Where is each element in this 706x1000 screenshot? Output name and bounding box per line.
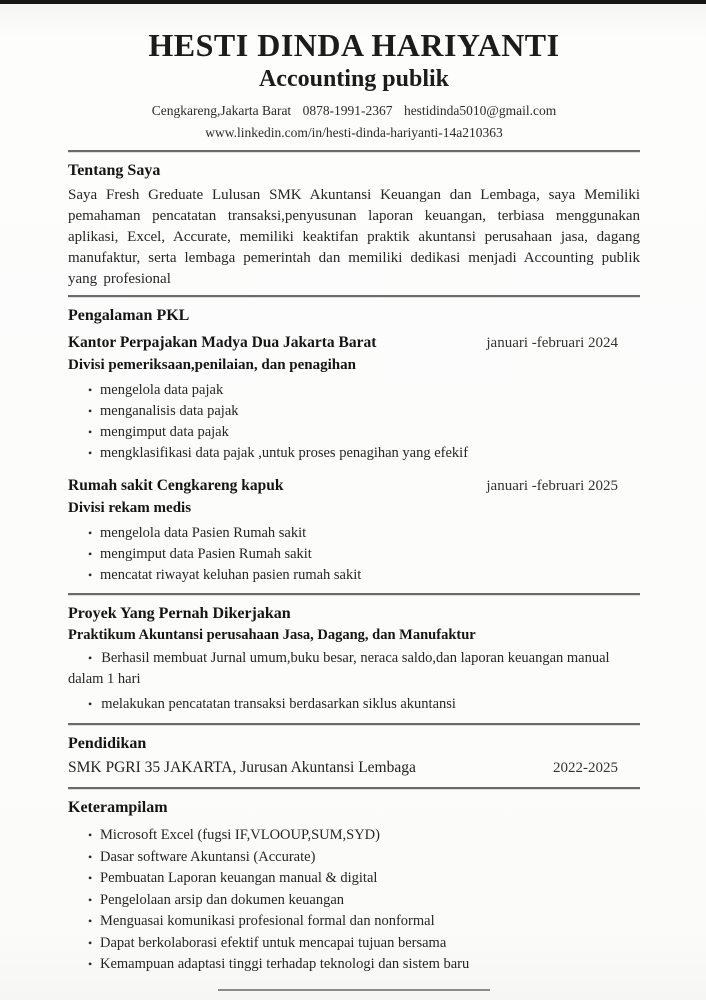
list-item xyxy=(68,422,640,443)
section-divider xyxy=(68,593,640,595)
bullet-dot: • xyxy=(88,957,93,971)
experience-entry xyxy=(68,334,640,464)
bullet-dot: • xyxy=(88,383,93,397)
linkedin-url: www.linkedin.com/in/hesti-dinda-hariyanti-14a210363 xyxy=(205,125,503,140)
list-item xyxy=(68,565,640,586)
bullet-text: mengelola data pajak xyxy=(100,382,224,398)
experience-entry xyxy=(68,477,640,586)
bullet-dot: • xyxy=(88,697,93,711)
bullet-text: mengimput data pajak xyxy=(100,424,229,440)
entry-title-row xyxy=(68,334,640,352)
email-text: hestidinda5010@gmail.com xyxy=(403,103,557,118)
list-item xyxy=(68,544,640,565)
list-item xyxy=(68,648,640,690)
bullet-dot: • xyxy=(88,892,93,907)
section-heading-education: Pendidikan xyxy=(68,735,147,752)
bullet-text: Pengelolaan arsip dan dokumen keuangan xyxy=(100,891,345,908)
bullet-dot: • xyxy=(88,849,93,864)
list-item xyxy=(68,523,640,544)
section-heading-experience: Pengalaman PKL xyxy=(68,307,190,324)
bullet-dot: • xyxy=(88,914,93,928)
bullet-text: Dapat berkolaborasi efektif untuk mencapai tujuan bersama xyxy=(100,934,447,951)
section-divider xyxy=(68,787,640,789)
list-item xyxy=(68,890,640,912)
list-item xyxy=(68,847,640,869)
organization-name: Rumah sakit Cengkareng kapuk xyxy=(68,477,284,494)
list-item xyxy=(68,868,640,890)
list-item xyxy=(68,954,640,976)
division-title: Divisi pemeriksaan,penilaian, dan penagihan xyxy=(68,357,356,373)
bullet-dot: • xyxy=(88,425,93,439)
section-heading-projects: Proyek Yang Pernah Dikerjakan xyxy=(68,605,291,622)
project-subheading: Praktikum Akuntansi perusahaan Jasa, Dagang, dan Manufaktur xyxy=(68,627,476,643)
section-heading-about: Tentang Saya xyxy=(68,162,161,179)
section-heading-skills: Keterampilam xyxy=(68,799,168,816)
education-period: 2022-2025 xyxy=(553,760,618,776)
bullet-text: menganalisis data pajak xyxy=(100,403,239,419)
about-paragraph: Saya Fresh Greduate Lulusan SMK Akuntansi Keuangan dan Lembaga, saya Memiliki pemahaman pencatatan transaksi,penyusunan laporan keuangan, terbiasa menggunakan aplikasi, Excel, Accurate, memiliki keaktifan praktik akuntansi perusahaan jasa, dagang manufaktur, serta lembaga pemerintah dan memiliki dedikasi menjadi Accounting publik yang profesional xyxy=(68,187,640,287)
bullet-text: Dasar software Akuntansi (Accurate) xyxy=(100,848,316,865)
section-skills xyxy=(68,798,640,976)
entry-title-row xyxy=(68,477,640,495)
job-title: Accounting publik xyxy=(258,66,450,92)
list-item xyxy=(68,443,640,464)
section-divider xyxy=(68,295,640,297)
list-item xyxy=(68,401,640,422)
section-education xyxy=(68,734,640,777)
bullet-list xyxy=(68,825,640,976)
section-experience xyxy=(68,306,640,586)
bullet-dot: • xyxy=(88,547,93,561)
date-range: januari -februari 2025 xyxy=(486,478,618,494)
bullet-text: mencatat riwayat keluhan pasien rumah sakit xyxy=(100,567,362,583)
list-item xyxy=(68,380,640,401)
contact-line xyxy=(68,103,640,119)
bottom-rule xyxy=(218,989,490,991)
list-item xyxy=(68,933,640,955)
bullet-text: mengelola data Pasien Rumah sakit xyxy=(100,525,307,541)
bullet-text: Pembuatan Laporan keuangan manual & digital xyxy=(100,870,378,886)
bullet-dot: • xyxy=(88,828,93,842)
bullet-text: Kemampuan adaptasi tinggi terhadap teknologi dan sistem baru xyxy=(100,956,470,972)
section-divider xyxy=(68,723,640,725)
bullet-dot: • xyxy=(88,935,93,950)
bullet-text: mengimput data Pasien Rumah sakit xyxy=(100,546,312,562)
list-item xyxy=(68,825,640,847)
bullet-text: Microsoft Excel (fugsi IF,VLOOUP,SUM,SYD) xyxy=(100,827,380,843)
bullet-text: Menguasai komunikasi profesional formal dan nonformal xyxy=(100,913,435,929)
list-item xyxy=(68,911,640,933)
section-about xyxy=(68,161,640,290)
phone-text: 0878-1991-2367 xyxy=(302,103,393,118)
bullet-dot: • xyxy=(88,871,93,885)
section-projects xyxy=(68,604,640,715)
bullet-dot: • xyxy=(88,404,93,418)
education-row xyxy=(68,758,640,777)
bullet-text: mengklasifikasi data pajak ,untuk proses penagihan yang efekif xyxy=(100,445,469,461)
bullet-dot: • xyxy=(88,651,93,665)
section-divider xyxy=(68,150,640,152)
school-name: SMK PGRI 35 JAKARTA, Jurusan Akuntansi Lembaga xyxy=(68,759,416,776)
bullet-dot: • xyxy=(88,526,93,540)
resume-header xyxy=(68,4,640,141)
bullet-dot: • xyxy=(88,568,93,582)
date-range: januari -februari 2024 xyxy=(486,335,618,351)
organization-name: Kantor Perpajakan Madya Dua Jakarta Barat xyxy=(68,334,377,351)
candidate-name: HESTI DINDA HARIYANTI xyxy=(148,27,560,63)
bullet-list xyxy=(68,523,640,586)
bullet-text: Berhasil membuat Jurnal umum,buku besar, neraca saldo,dan laporan keuangan manual dalam 1 hari xyxy=(68,650,610,687)
bullet-text: melakukan pencatatan transaksi berdasarkan siklus akuntansi xyxy=(101,696,456,712)
division-title: Divisi rekam medis xyxy=(68,500,192,516)
bullet-dot: • xyxy=(88,446,93,460)
bullet-list xyxy=(68,380,640,464)
list-item xyxy=(68,694,640,715)
location-text: Cengkareng,Jakarta Barat xyxy=(151,103,292,118)
document-content xyxy=(68,4,640,991)
